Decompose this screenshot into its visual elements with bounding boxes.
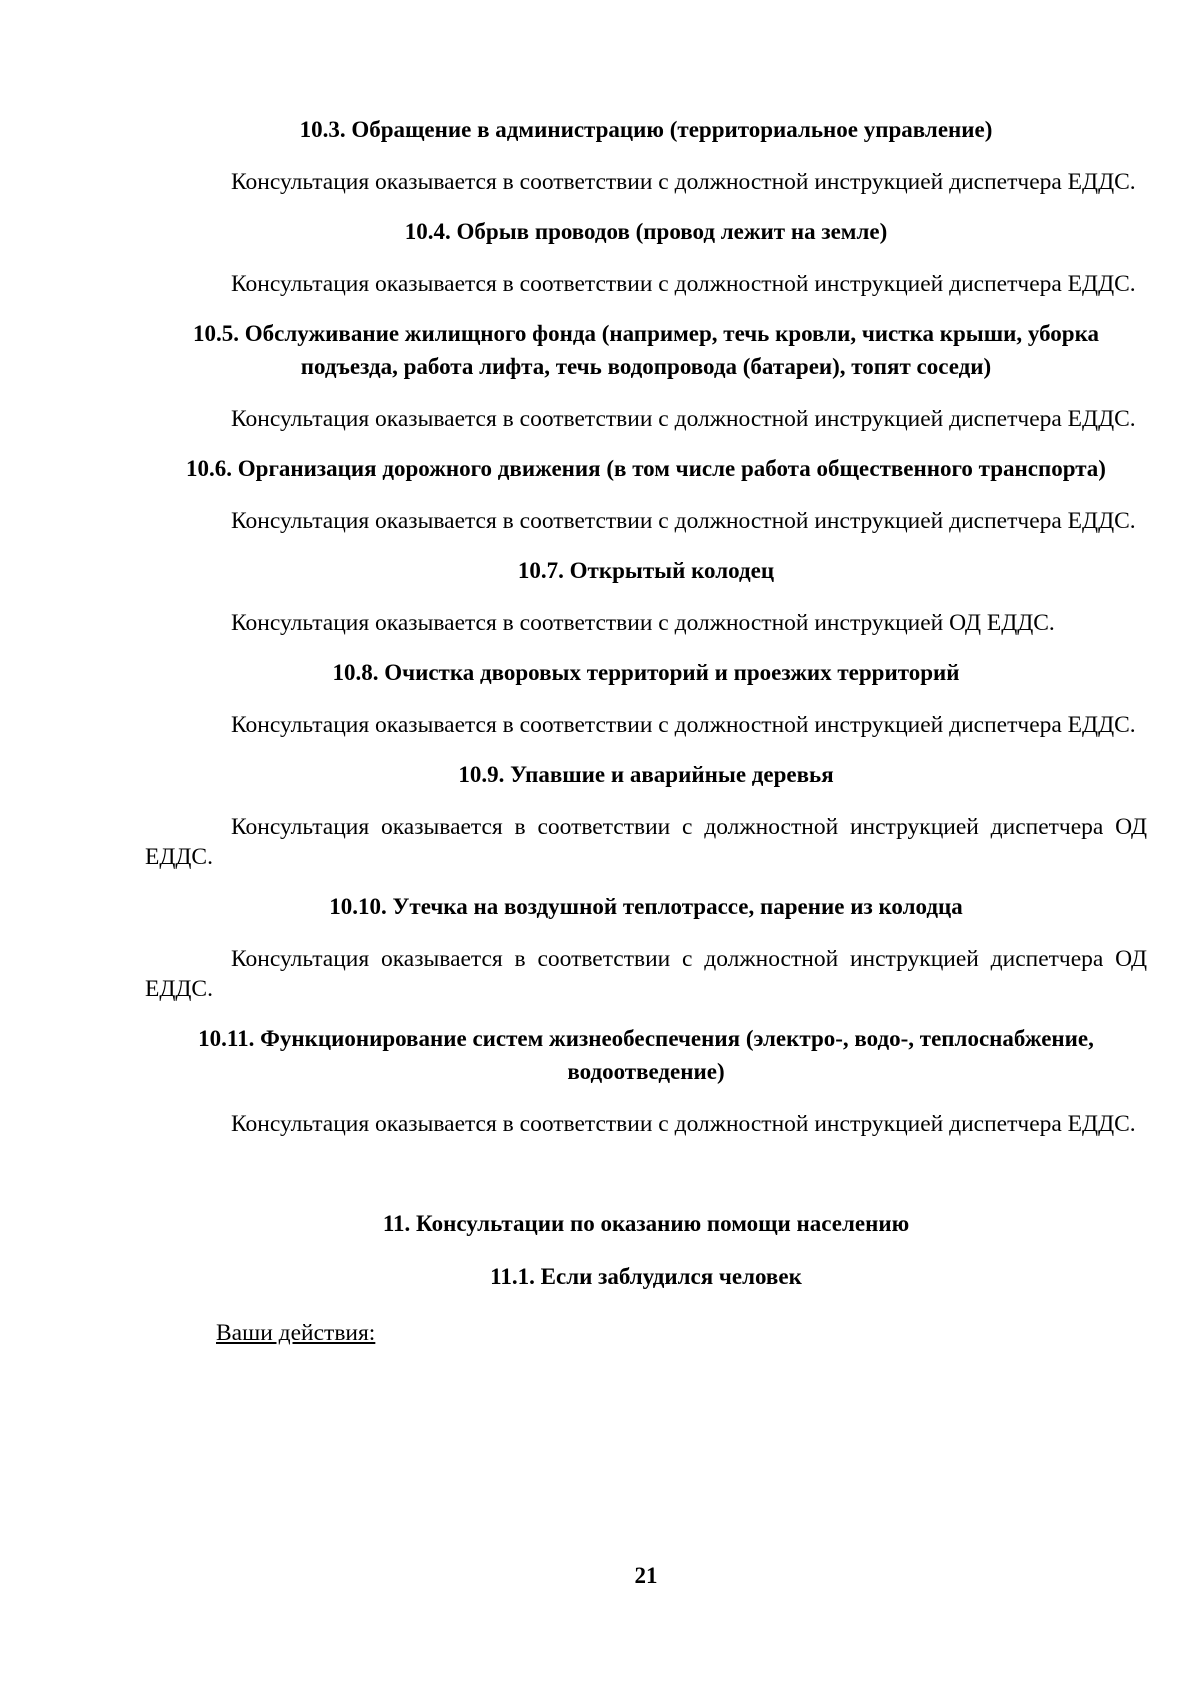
section-heading-10-5-line-2: подъезда, работа лифта, течь водопровода (батареи), топят соседи) bbox=[300, 354, 992, 379]
section-text-10-6: Консультация оказывается в соответствии с должностной инструкцией диспетчера ЕДДС. bbox=[231, 508, 1136, 534]
section-heading-10-11-line-2: водоотведение) bbox=[567, 1059, 725, 1084]
chapter-heading-11: 11. Консультации по оказанию помощи населению bbox=[382, 1211, 910, 1236]
section-heading-10-5-line-1: 10.5. Обслуживание жилищного фонда (например, течь кровли, чистка крыши, уборка bbox=[193, 321, 1099, 346]
section-text-10-3: Консультация оказывается в соответствии с должностной инструкцией диспетчера ЕДДС. bbox=[231, 169, 1136, 195]
section-heading-10-8: 10.8. Очистка дворовых территорий и проезжих территорий bbox=[332, 660, 960, 685]
section-text-10-9: Консультация оказывается в соответствии с должностной инструкцией диспетчера ОД ЕДДС. bbox=[145, 814, 1147, 870]
section-heading-10-11 bbox=[145, 1022, 1147, 1088]
section-heading-10-6: 10.6. Организация дорожного движения (в том числе работа общественного транспорта) bbox=[186, 456, 1106, 481]
section-heading-10-5 bbox=[145, 317, 1147, 383]
section-heading-10-3: 10.3. Обращение в администрацию (территориальное управление) bbox=[299, 117, 993, 142]
actions-label-line bbox=[145, 1318, 1147, 1348]
section-text-10-7: Консультация оказывается в соответствии с должностной инструкцией ОД ЕДДС. bbox=[231, 610, 1055, 636]
section-heading-10-4: 10.4. Обрыв проводов (провод лежит на земле) bbox=[404, 219, 888, 244]
section-text-10-4: Консультация оказывается в соответствии с должностной инструкцией диспетчера ЕДДС. bbox=[231, 271, 1136, 297]
page-content bbox=[145, 113, 1147, 1348]
subsection-heading-11-1: 11.1. Если заблудился человек bbox=[490, 1264, 802, 1289]
section-heading-10-10: 10.10. Утечка на воздушной теплотрассе, парение из колодца bbox=[329, 894, 963, 919]
actions-label: Ваши действия: bbox=[216, 1320, 376, 1346]
section-heading-10-7: 10.7. Открытый колодец bbox=[517, 558, 775, 583]
page-number: 21 bbox=[634, 1563, 658, 1588]
section-text-10-8: Консультация оказывается в соответствии с должностной инструкцией диспетчера ЕДДС. bbox=[231, 712, 1136, 738]
section-heading-10-11-line-1: 10.11. Функционирование систем жизнеобеспечения (электро-, водо-, теплоснабжение, bbox=[198, 1026, 1094, 1051]
section-text-10-10: Консультация оказывается в соответствии с должностной инструкцией диспетчера ОД ЕДДС. bbox=[145, 946, 1147, 1002]
section-heading-10-9: 10.9. Упавшие и аварийные деревья bbox=[458, 762, 834, 787]
section-text-10-5: Консультация оказывается в соответствии с должностной инструкцией диспетчера ЕДДС. bbox=[231, 406, 1136, 432]
section-text-10-11: Консультация оказывается в соответствии с должностной инструкцией диспетчера ЕДДС. bbox=[231, 1111, 1136, 1137]
